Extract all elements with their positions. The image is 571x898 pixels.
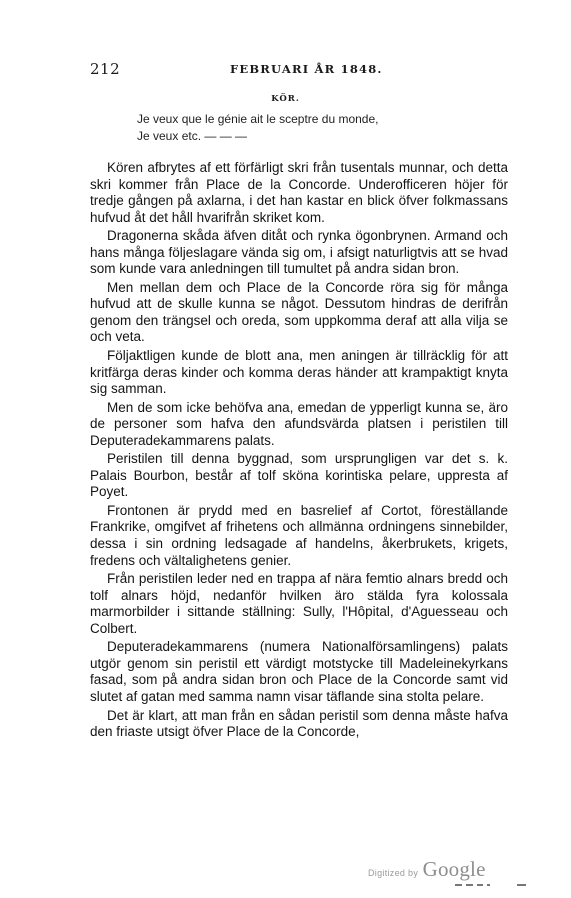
paragraph: Det är klart, att man från en sådan peristil som denna måste hafva den friaste utsigt öfver Place de la Concorde, xyxy=(90,707,508,740)
watermark-prefix: Digitized by xyxy=(368,868,419,878)
verse-line: Je veux etc. — — — xyxy=(137,129,248,143)
google-logo: Google xyxy=(422,857,486,881)
paragraph: Kören afbrytes af ett förfärligt skri från tusentals munnar, och detta skri kommer från Place de la Concorde. Underofficeren höjer för tredje gången på axlarna, i det han kastar en blick öfver folkmassans hufvud åt det håll hvarifrån skriket kom. xyxy=(90,160,508,225)
paragraph: Följaktligen kunde de blott ana, men aningen är tillräcklig för att kritfärga deras kinder och komma deras händer att krampaktigt knyta sig samman. xyxy=(90,348,508,397)
paragraph: Från peristilen leder ned en trappa af nära femtio alnars bredd och tolf alnars höjd, nedanför hvilken äro stälda fyra kolossala marmorbilder i sittande ställning: Sully, l'Hôpital, d'Aguesseau och Colbert. xyxy=(90,571,508,636)
digitized-watermark xyxy=(368,857,486,882)
chorus-label: KÖR. xyxy=(271,94,300,104)
paragraph: Peristilen till denna byggnad, som ursprungligen var det s. k. Palais Bourbon, består af tolf sköna korintiska pelare, uppresta af Poyet. xyxy=(90,451,508,500)
paragraph: Frontonen är prydd med en basrelief af Cortot, föreställande Frankrike, omgifvet af frihetens och allmänna ordningens sinnebilder, dessa i sin ordning ledsagade af handelns, åkerbrukets, krigets, fredens och vältalighetens genier. xyxy=(90,502,508,568)
paragraph: Dragonerna skåda äfven ditåt och rynka ögonbrynen. Armand och hans många följeslagare vända sig om, i afsigt naturligtvis att se hvad som kunde vara anledningen till tumultet på andra sidan bron. xyxy=(90,228,508,277)
paragraph: Men mellan dem och Place de la Concorde röra sig för många hufvud att de skulle kunna se något. Dessutom hindras de derifrån genom den trängsel och oreda, som uppkomma deraf att alla vilja se och veta. xyxy=(90,279,508,345)
chorus-verse xyxy=(137,111,379,145)
scan-artifact-marks xyxy=(455,884,555,890)
paragraph: Men de som icke behöfva ana, emedan de ypperligt kunna se, äro de personer som hafva den afundsvärda platsen i peristilen till Deputeradekammarens palats. xyxy=(90,399,508,448)
page-header xyxy=(90,60,510,82)
page-number: 212 xyxy=(90,60,121,78)
running-title: FEBRUARI ÅR 1848. xyxy=(230,62,383,76)
body-text xyxy=(90,160,508,743)
paragraph: Deputeradekammarens (numera Nationalförsamlingens) palats utgör genom sin peristil ett värdigt motstycke till Madeleinekyrkans fasad, som på andra sidan bron och Place de la Concorde samt vid slutet af gatan med samma namn visar täflande sina stolta pelare. xyxy=(90,639,508,704)
verse-line: Je veux que le génie ait le sceptre du monde, xyxy=(137,112,379,126)
